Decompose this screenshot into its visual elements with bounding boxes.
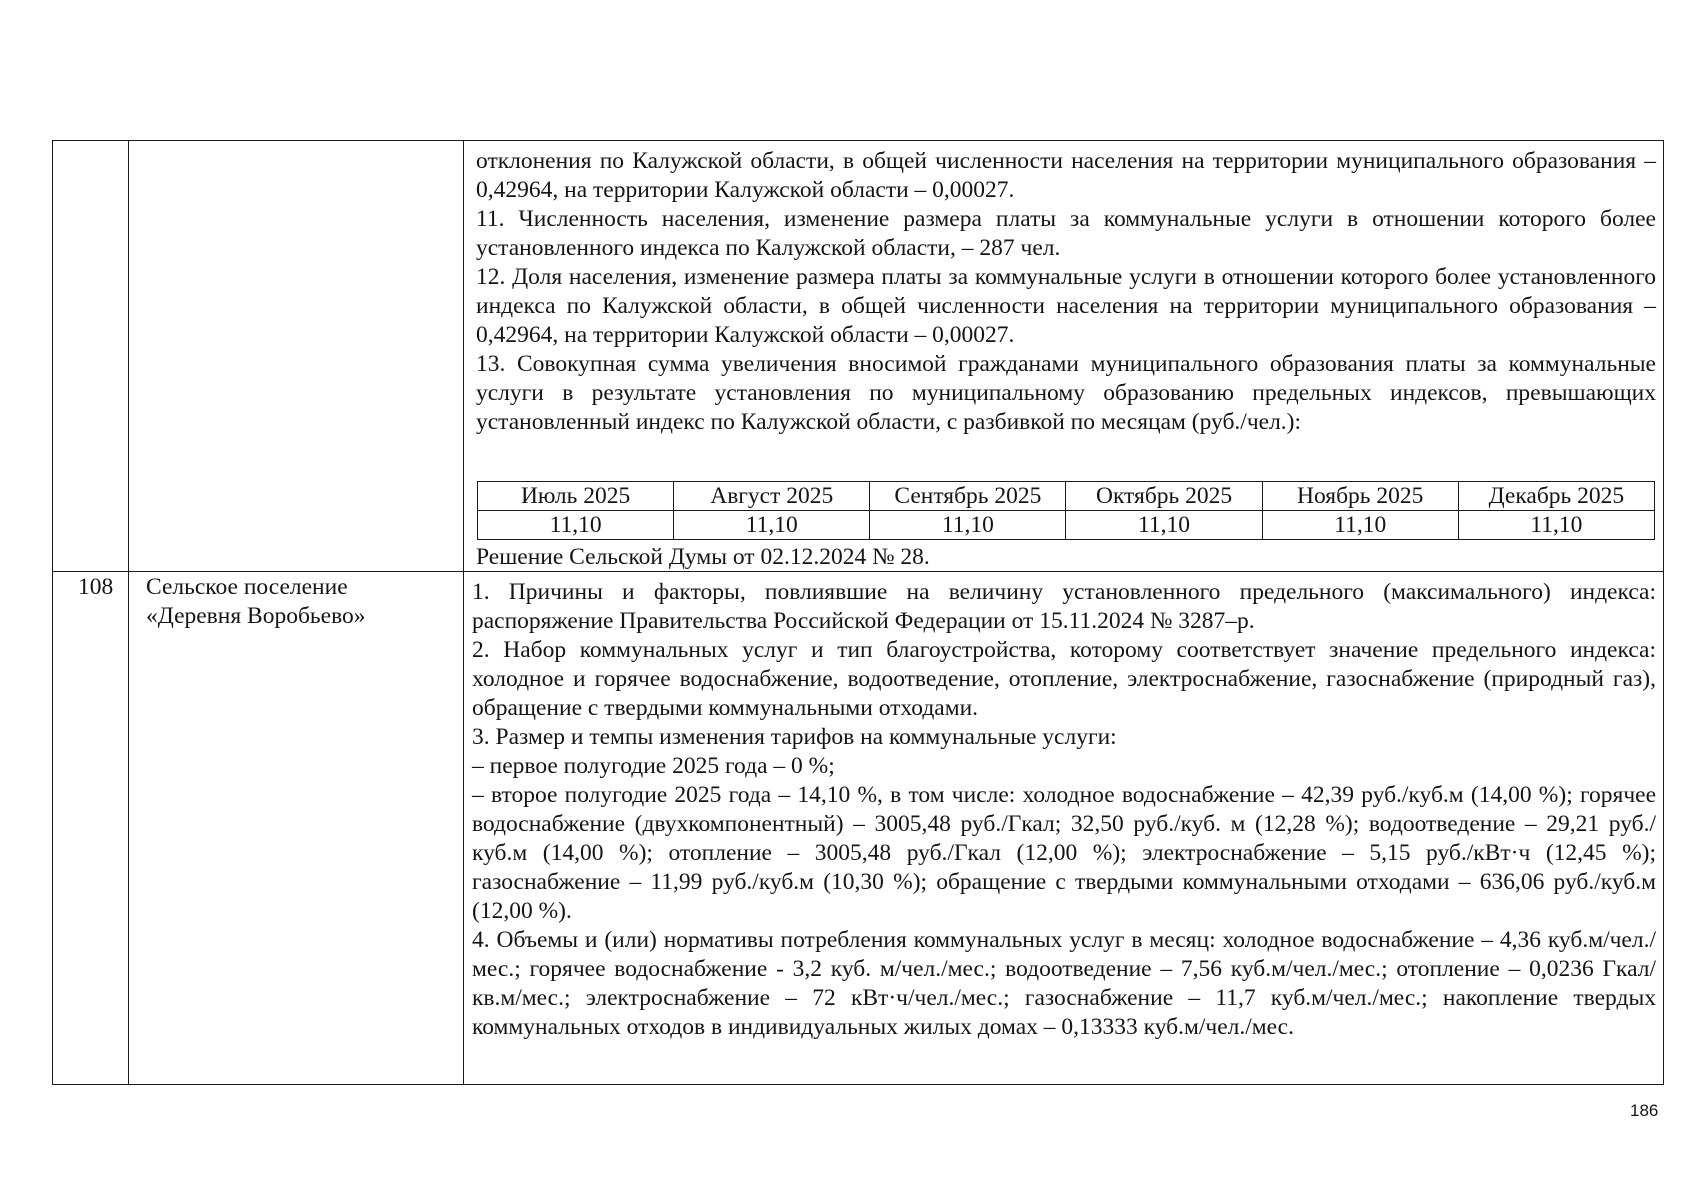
month-header: Декабрь 2025 [1458,482,1654,511]
row-number: 108 [78,574,114,600]
page-number: 186 [1630,1101,1659,1120]
settlement-name-line1: Сельское поселение [146,574,348,600]
column-divider-number [128,140,129,1085]
monthly-increase-table [477,481,1655,540]
top-row-content [476,147,1656,437]
month-header: Октябрь 2025 [1066,482,1262,511]
month-value: 11,10 [870,511,1066,540]
month-header: Июль 2025 [478,482,674,511]
paragraph-3-second-half: – второе полугодие 2025 года – 14,10 %, в том числе: холодное водоснабжение – 42,39 руб./куб.м (14,00 %); горячее водоснабжение (двухкомпонентный) – 3005,48 руб./Гкал; 32,50 руб./куб. м (12,28 %); водоотведение – 29,21 руб./куб.м (14,00 %); отопление – 3005,48 руб./Гкал (12,00 %); электроснабжение – 5,15 руб./кВт·ч (12,45 %); газоснабжение – 11,99 руб./куб.м (10,30 %); обращение с твердыми коммунальными отходами – 636,06 руб./куб.м (12,00 %). [472,782,1656,924]
table-value-row [478,511,1655,540]
row-108-content [472,578,1656,1042]
table-header-row [478,482,1655,511]
settlement-name [146,573,456,631]
month-value: 11,10 [674,511,870,540]
paragraph-13-total-increase: 13. Совокупная сумма увеличения вносимой гражданами муниципального образования платы за коммунальные услуги в результате установления по муниципальному образованию предельных индексов, превышающих установленный индекс по Калужской области, с разбивкой по месяцам (руб./чел.): [476,351,1656,435]
paragraph-3-first-half: – первое полугодие 2025 года – 0 %; [472,753,835,779]
paragraph-deviation-continued: отклонения по Калужской области, в общей численности населения на территории муниципального образования – 0,42964, на территории Калужской области – 0,00027. [476,148,1656,203]
month-value: 11,10 [1262,511,1458,540]
month-value: 11,10 [1066,511,1262,540]
paragraph-1-reasons: 1. Причины и факторы, повлиявшие на величину установленного предельного (максимального) индекса: распоряжение Правительства Российской Федерации от 15.11.2024 № 3287–р. [472,579,1656,634]
column-divider-name [463,140,464,1085]
month-header: Август 2025 [674,482,870,511]
month-value: 11,10 [1458,511,1654,540]
paragraph-11-population-count: 11. Численность населения, изменение размера платы за коммунальные услуги в отношении которого более установленного индекса по Калужской области, – 287 чел. [476,206,1656,261]
decision-reference: Решение Сельской Думы от 02.12.2024 № 28. [476,544,930,570]
paragraph-4-consumption-norms: 4. Объемы и (или) нормативы потребления коммунальных услуг в месяц: холодное водоснабжение – 4,36 куб.м/чел./мес.; горячее водоснабжение - 3,2 куб. м/чел./мес.; водоотведение – 7,56 куб.м/чел./мес.; отопление – 0,0236 Гкал/кв.м/мес.; электроснабжение – 72 кВт·ч/чел./мес.; газоснабжение – 11,7 куб.м/чел./мес.; накопление твердых коммунальных отходов в индивидуальных жилых домах – 0,13333 куб.м/чел./мес. [472,927,1656,1040]
month-header: Ноябрь 2025 [1262,482,1458,511]
paragraph-2-services-set: 2. Набор коммунальных услуг и тип благоустройства, которому соответствует значение предельного индекса: холодное и горячее водоснабжение, водоотведение, отопление, электроснабжение, газоснабжение (природный газ), обращение с твердыми коммунальными отходами. [472,637,1656,721]
month-header: Сентябрь 2025 [870,482,1066,511]
settlement-name-line2: «Деревня Воробьево» [146,603,366,629]
paragraph-12-population-share: 12. Доля населения, изменение размера платы за коммунальные услуги в отношении которого более установленного индекса по Калужской области, в общей численности населения на территории муниципального образования – 0,42964, на территории Калужской области – 0,00027. [476,264,1656,348]
month-value: 11,10 [478,511,674,540]
paragraph-3-tariffs-heading: 3. Размер и темпы изменения тарифов на коммунальные услуги: [472,724,1117,750]
